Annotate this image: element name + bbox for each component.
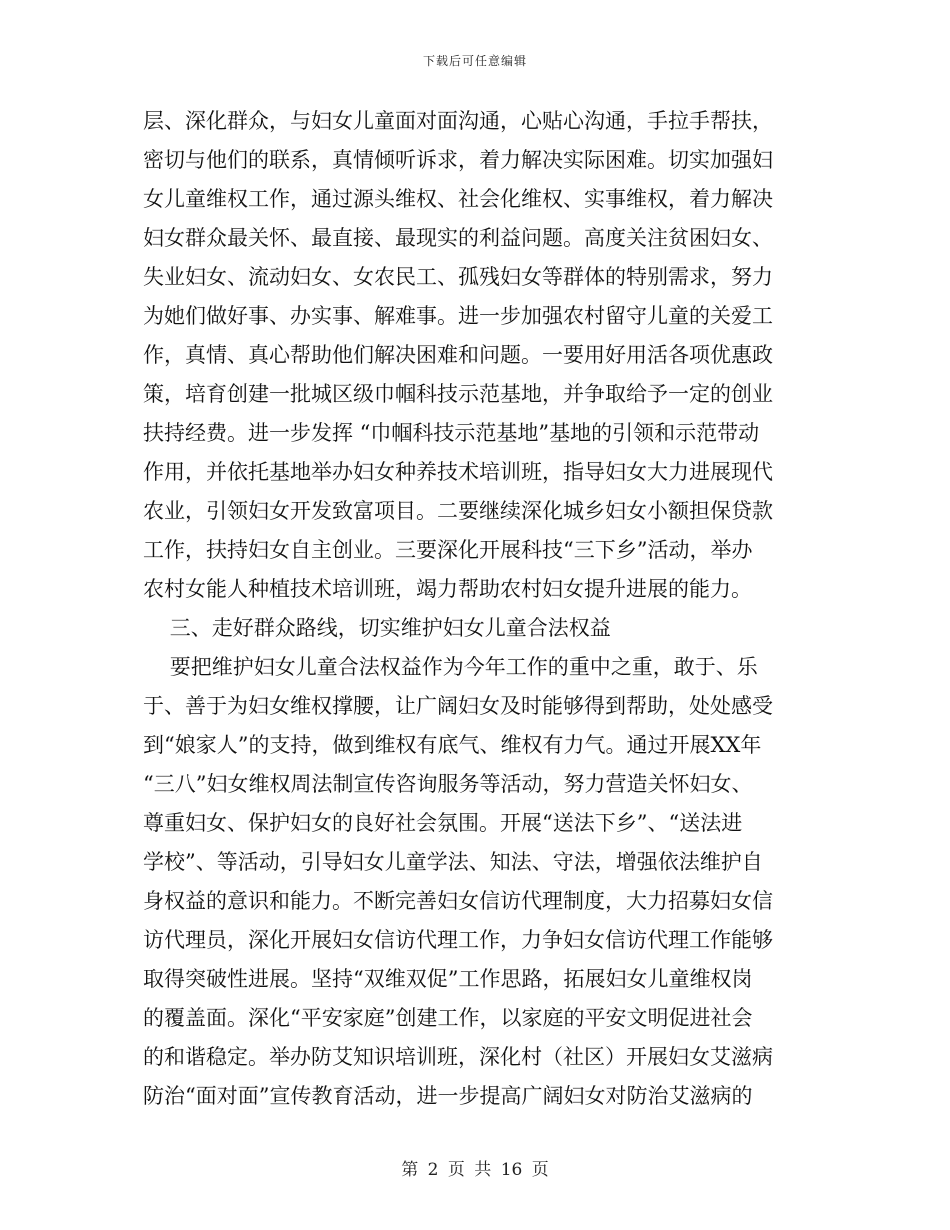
text-line: 的和谐稳定。举办防艾知识培训班，深化村（社区）开展妇女艾滋病	[143, 1045, 773, 1069]
text-line: 三、走好群众路线，切实维护妇女儿童合法权益	[143, 616, 611, 640]
text-line: 工作，扶持妇女自主创业。三要深化开展科技“三下乡”活动，举办	[143, 538, 753, 562]
text-line: 要把维护妇女儿童合法权益作为今年工作的重中之重，敢于、乐	[143, 655, 758, 679]
text-line: 密切与他们的联系，真情倾听诉求，着力解决实际困难。切实加强妇	[143, 148, 773, 172]
text-line: 农村女能人种植技术培训班，竭力帮助农村妇女提升进展的能力。	[143, 577, 752, 601]
text-line: 身权益的意识和能力。不断完善妇女信访代理制度，大力招募妇女信	[143, 889, 773, 913]
text-line: 女儿童维权工作，通过源头维权、社会化维权、实事维权，着力解决	[143, 187, 773, 211]
text-line: 到“娘家人”的支持，做到维权有底气、维权有力气。通过开展XX年	[143, 733, 762, 757]
text-line: 策，培育创建一批城区级巾帼科技示范基地，并争取给予一定的创业	[143, 382, 773, 406]
text-line: 妇女群众最关怀、最直接、最现实的利益问题。高度关注贫困妇女、	[143, 226, 773, 250]
text-line: 层、深化群众，与妇女儿童面对面沟通，心贴心沟通，手拉手帮扶，	[143, 109, 773, 133]
text-line: 扶持经费。进一步发挥 “巾帼科技示范基地”基地的引领和示范带动	[143, 421, 760, 445]
text-line: 防治“面对面”宣传教育活动，进一步提高广阔妇女对防治艾滋病的	[143, 1084, 753, 1108]
text-line: 学校”、等活动，引导妇女儿童学法、知法、守法，增强依法维护自	[143, 850, 763, 874]
text-line: 取得突破性进展。坚持“双维双促”工作思路，拓展妇女儿童维权岗	[143, 967, 753, 991]
page-number-footer: 第 2 页 共 16 页	[401, 1160, 549, 1180]
text-line: 作，真情、真心帮助他们解决困难和问题。一要用好用活各项优惠政	[143, 343, 773, 367]
text-line: 的覆盖面。深化“平安家庭”创建工作，以家庭的平安文明促进社会	[143, 1006, 753, 1030]
text-line: “三八”妇女维权周法制宣传咨询服务等活动，努力营造关怀妇女、	[143, 772, 753, 796]
text-line: 作用，并依托基地举办妇女种养技术培训班，指导妇女大力进展现代	[143, 460, 773, 484]
page-header: 下载后可任意编辑	[422, 54, 527, 68]
text-line: 访代理员，深化开展妇女信访代理工作，力争妇女信访代理工作能够	[143, 928, 773, 952]
text-line: 于、善于为妇女维权撑腰，让广阔妇女及时能够得到帮助，处处感受	[143, 694, 773, 718]
text-line: 失业妇女、流动妇女、女农民工、孤残妇女等群体的特别需求，努力	[143, 265, 773, 289]
text-line: 尊重妇女、保护妇女的良好社会氛围。开展“送法下乡”、“送法进	[143, 811, 743, 835]
document-body	[143, 102, 815, 1116]
text-line: 农业，引领妇女开发致富项目。二要继续深化城乡妇女小额担保贷款	[143, 499, 773, 523]
text-line: 为她们做好事、办实事、解难事。进一步加强农村留守儿童的关爱工	[143, 304, 773, 328]
